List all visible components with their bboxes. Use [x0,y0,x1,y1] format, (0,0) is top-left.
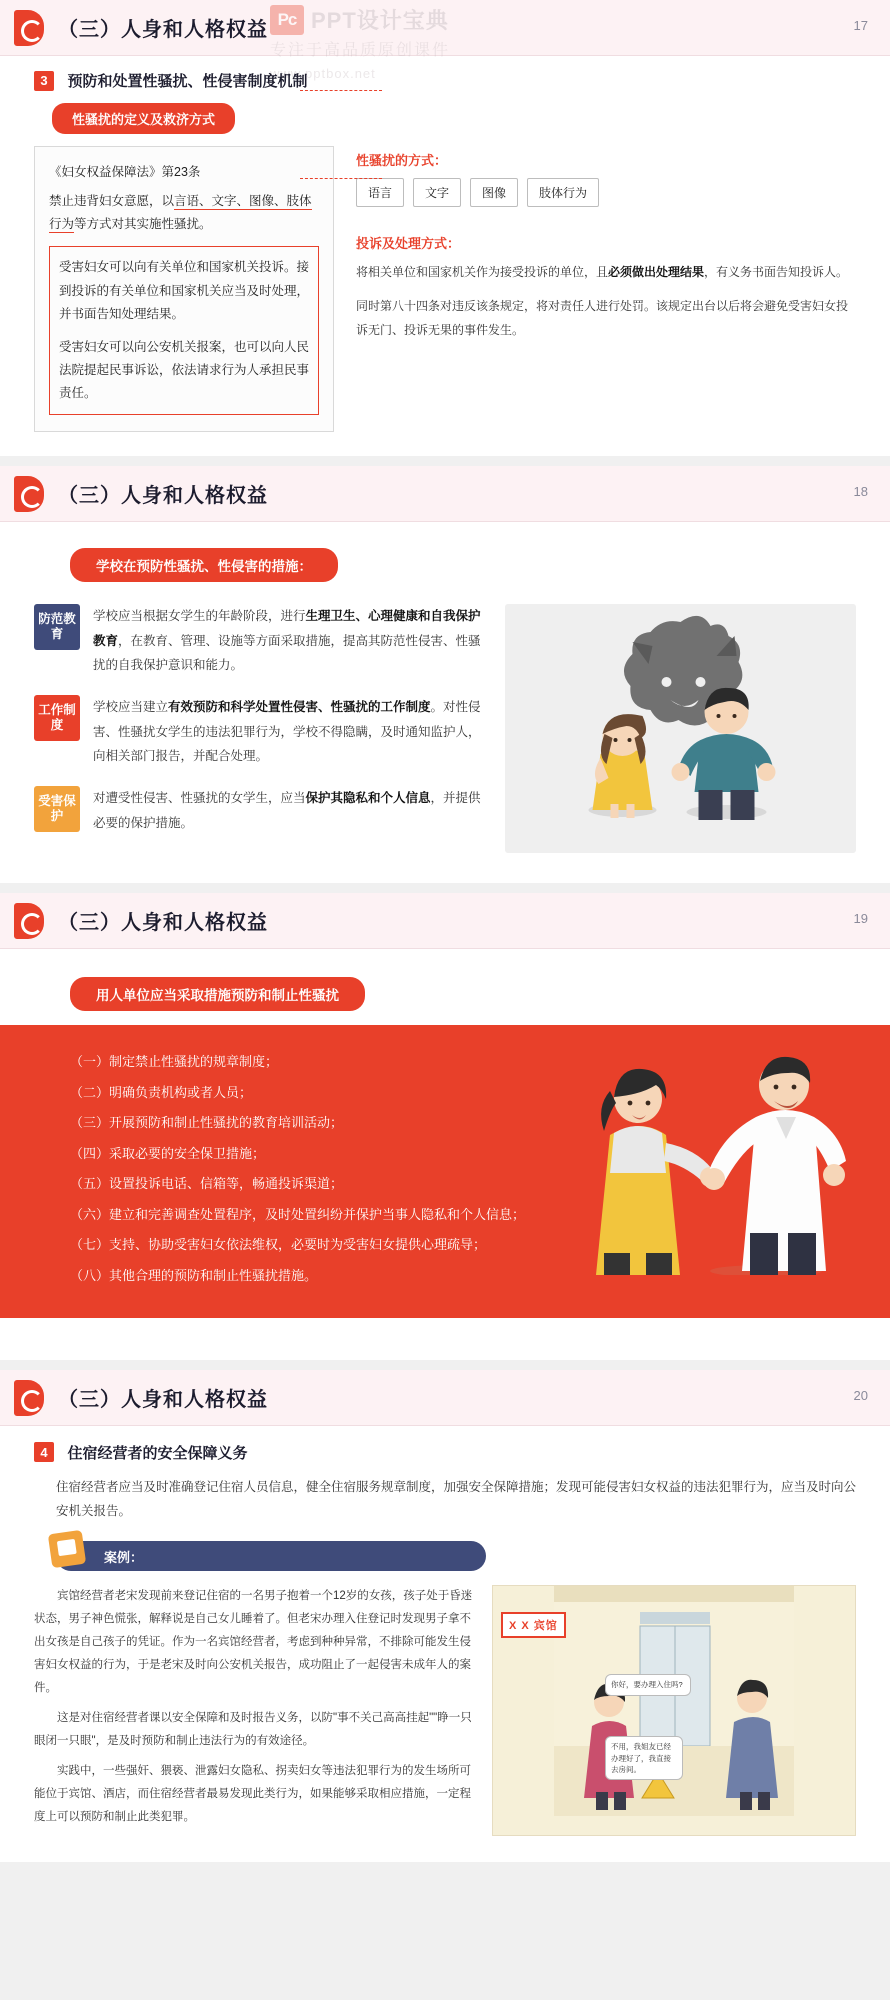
slide-17 [0,0,890,456]
list-item: （二）明确负责机构或者人员； [70,1084,253,1100]
connector-line [300,178,382,179]
case-banner [56,1541,486,1571]
item-text [93,695,489,768]
page-title: （三）人身和人格权益 [58,912,268,935]
slide-20 [0,1370,890,1863]
slide-number: 20 [853,1387,868,1403]
slide-19 [0,893,890,1359]
section-number-badge: 4 [34,1442,54,1462]
speech-bubble-guest: 不用，我姐友已经办理好了，我直接去房间。 [605,1736,683,1780]
slide-17-body [0,56,890,456]
method-chip: 肢体行为 [527,178,599,207]
slide-number: 17 [853,18,868,33]
item-text-c: ，并提供必要的保护措施。 [93,791,481,830]
illustration-svg [505,604,856,844]
watermark-tagline: 专注于高品质原创课件 [270,42,451,59]
annotation-heading-complaint: 投诉及处理方式： [356,236,461,251]
item-tag: 防范教育 [34,604,80,650]
law-highlight-box [49,246,319,415]
list-item: （六）建立和完善调查处置程序，及时处置纠纷并保护当事人隐私和个人信息； [70,1206,526,1222]
law-para-post: 等方式对其实施性骚扰。 [74,217,212,232]
case-label: 案例： [104,1549,144,1565]
item-text-bold: 保护其隐私和个人信息 [305,791,431,806]
case-body [34,1585,474,1836]
hotel-sign: X X 宾馆 [501,1612,566,1638]
slide-19-body [0,949,890,1359]
measures-panel [0,1025,890,1317]
list-item: （五）设置投诉电话、信箱等，畅通投诉渠道； [70,1176,344,1192]
slide-header [0,1370,890,1426]
list-item: （三）开展预防和制止性骚扰的教育培训活动； [70,1115,344,1131]
annotation-paragraph [356,261,856,284]
annotation-paragraph: 同时第八十四条对违反该条规定，将对责任人进行处罚。该规定出台以后将会避免受害妇女投诉无门、投诉无果的事件发生。 [356,299,849,337]
list-item: （八）其他合理的预防和制止性骚扰措施。 [70,1267,318,1283]
page-title: （三）人身和人格权益 [58,1388,268,1411]
subsection-pill: 用人单位应当采取措施预防和制止性骚扰 [70,977,365,1011]
measure-list [34,604,489,853]
section-title: 住宿经营者的安全保障义务 [67,1444,248,1462]
item-text-c: ，在教育、管理、设施等方面采取措施，提高其防范性侵害、性骚扰的自我保护意识和能力。 [93,633,481,672]
slide-header [0,0,890,81]
annotation-text-bold: 必须做出处理结果 [608,265,705,279]
slide-20-body [0,1426,890,1863]
item-text-bold: 有效预防和科学处置性侵害、性骚扰的工作制度 [168,700,431,715]
law-para-pre: 禁止违背妇女意愿，以 [49,194,175,209]
watermark-logo: Pc [270,5,304,35]
item-text-a: 对遭受性侵害、性骚扰的女学生，应当 [93,791,306,806]
item-tag: 受害保护 [34,786,80,832]
watermark-brand: PPT设计宝典 [311,8,449,33]
slide-18-body [0,522,890,883]
section-lead-text: 住宿经营者应当及时准确登记住宿人员信息，健全住宿服务规章制度，加强安全保障措施；发现可能侵害妇女权益的违法犯罪行为，应当及时向公安机关报告。 [56,1479,857,1518]
list-item: （七）支持、协助受害妇女依法维权，必要时为受害妇女提供心理疏导； [70,1237,487,1253]
method-chip-list [356,178,856,207]
illustration-hotel-lobby [492,1585,856,1836]
case-paragraph: 实践中，一些强奸、猥亵、泄露妇女隐私、拐卖妇女等违法犯罪行为的发生场所可能位于宾馆、酒店，而住宿经营者最易发现此类行为，如果能够采取相应措施，一定程度上可以预防和制止此类犯罪。 [34,1765,471,1824]
section-number-badge: 3 [34,71,54,91]
list-item: （一）制定禁止性骚扰的规章制度； [70,1054,279,1070]
law-box-para: 受害妇女可以向有关单位和国家机关投诉。接到投诉的有关单位和国家机关应当及时处理，并书面告知处理结果。 [59,260,310,321]
method-chip: 图像 [470,178,518,207]
bookmark-icon [14,10,44,46]
list-item [34,695,489,768]
panel-spacer [0,1318,890,1360]
illustration-workplace-harassment [570,1025,860,1317]
law-card [34,146,334,432]
subsection-pill: 学校在预防性骚扰、性侵害的措施： [70,548,338,582]
connector-line [300,90,382,91]
list-item: （四）采取必要的安全保卫措施； [70,1145,266,1161]
law-box-para: 受害妇女可以向公安机关报案，也可以向人民法院提起民事诉讼，依法请求行为人承担民事责任。 [59,339,310,400]
item-text-c: 。对性侵害、性骚扰女学生的违法犯罪行为，学校不得隐瞒，及时通知监护人，向相关部门报告，并配合处理。 [93,700,481,763]
law-para-underlined: 言语、文字、图像、肢体行为 [49,194,312,232]
annotation-heading-methods: 性骚扰的方式： [356,153,448,168]
page-title: （三）人身和人格权益 [58,485,268,508]
page-title: （三）人身和人格权益 [58,19,268,41]
annotation-text-c: ，有义务书面告知投诉人。 [704,265,849,279]
bookmark-icon [14,1380,44,1416]
section-heading [34,1442,856,1463]
bookmark-icon [14,903,44,939]
illustration-svg [570,1025,860,1275]
bookmark-icon [14,476,44,512]
method-chip: 语言 [356,178,404,207]
section-heading [34,70,856,91]
slide-header [0,466,890,522]
item-text-bold: 生理卫生、心理健康和自我保护教育 [93,609,481,648]
annotation-text-a: 将相关单位和国家机关作为接受投诉的单位，且 [356,265,609,279]
subsection-pill: 性骚扰的定义及救济方式 [52,103,235,134]
slide-number: 18 [853,484,868,500]
method-chip: 文字 [413,178,461,207]
item-text [93,786,489,835]
illustration-school-protection [505,604,856,853]
item-tag: 工作制度 [34,695,80,741]
case-paragraph: 这是对住宿经营者课以安全保障和及时报告义务，以防"事不关己高高挂起""睁一只眼闭一只眼"，是及时预防和制止违法行为的有效途径。 [34,1712,472,1748]
law-paragraph [49,190,319,236]
speech-bubble-staff: 你好，要办理入住吗? [605,1674,691,1695]
watermark-url: www.pptbox.net [270,66,376,81]
case-paragraph: 宾馆经营者老宋发现前来登记住宿的一名男子抱着一个12岁的女孩，孩子处于昏迷状态，男子神色慌张，解释说是自己女儿睡着了。但老宋办理入住登记时发现男子拿不出女孩是自己孩子的凭证。作为一名宾馆经营者，考虑到种种异常，不排除可能发生侵害妇女权益的行为，于是老宋及时向公安机关报告，成功阻止了一起侵害未成年人的案件。 [34,1590,473,1695]
annotation-column [356,146,856,432]
section-title: 预防和处置性骚扰、性侵害制度机制 [67,73,308,90]
document-icon [48,1530,86,1568]
item-text [93,604,489,677]
item-text-a: 学校应当根据女学生的年龄阶段，进行 [93,609,306,624]
slide-header [0,893,890,949]
item-text-a: 学校应当建立 [93,700,169,715]
slide-18 [0,466,890,883]
slide-number: 19 [853,911,868,927]
list-item [34,786,489,835]
law-title: 《妇女权益保障法》第23条 [49,165,201,179]
list-item [34,604,489,677]
